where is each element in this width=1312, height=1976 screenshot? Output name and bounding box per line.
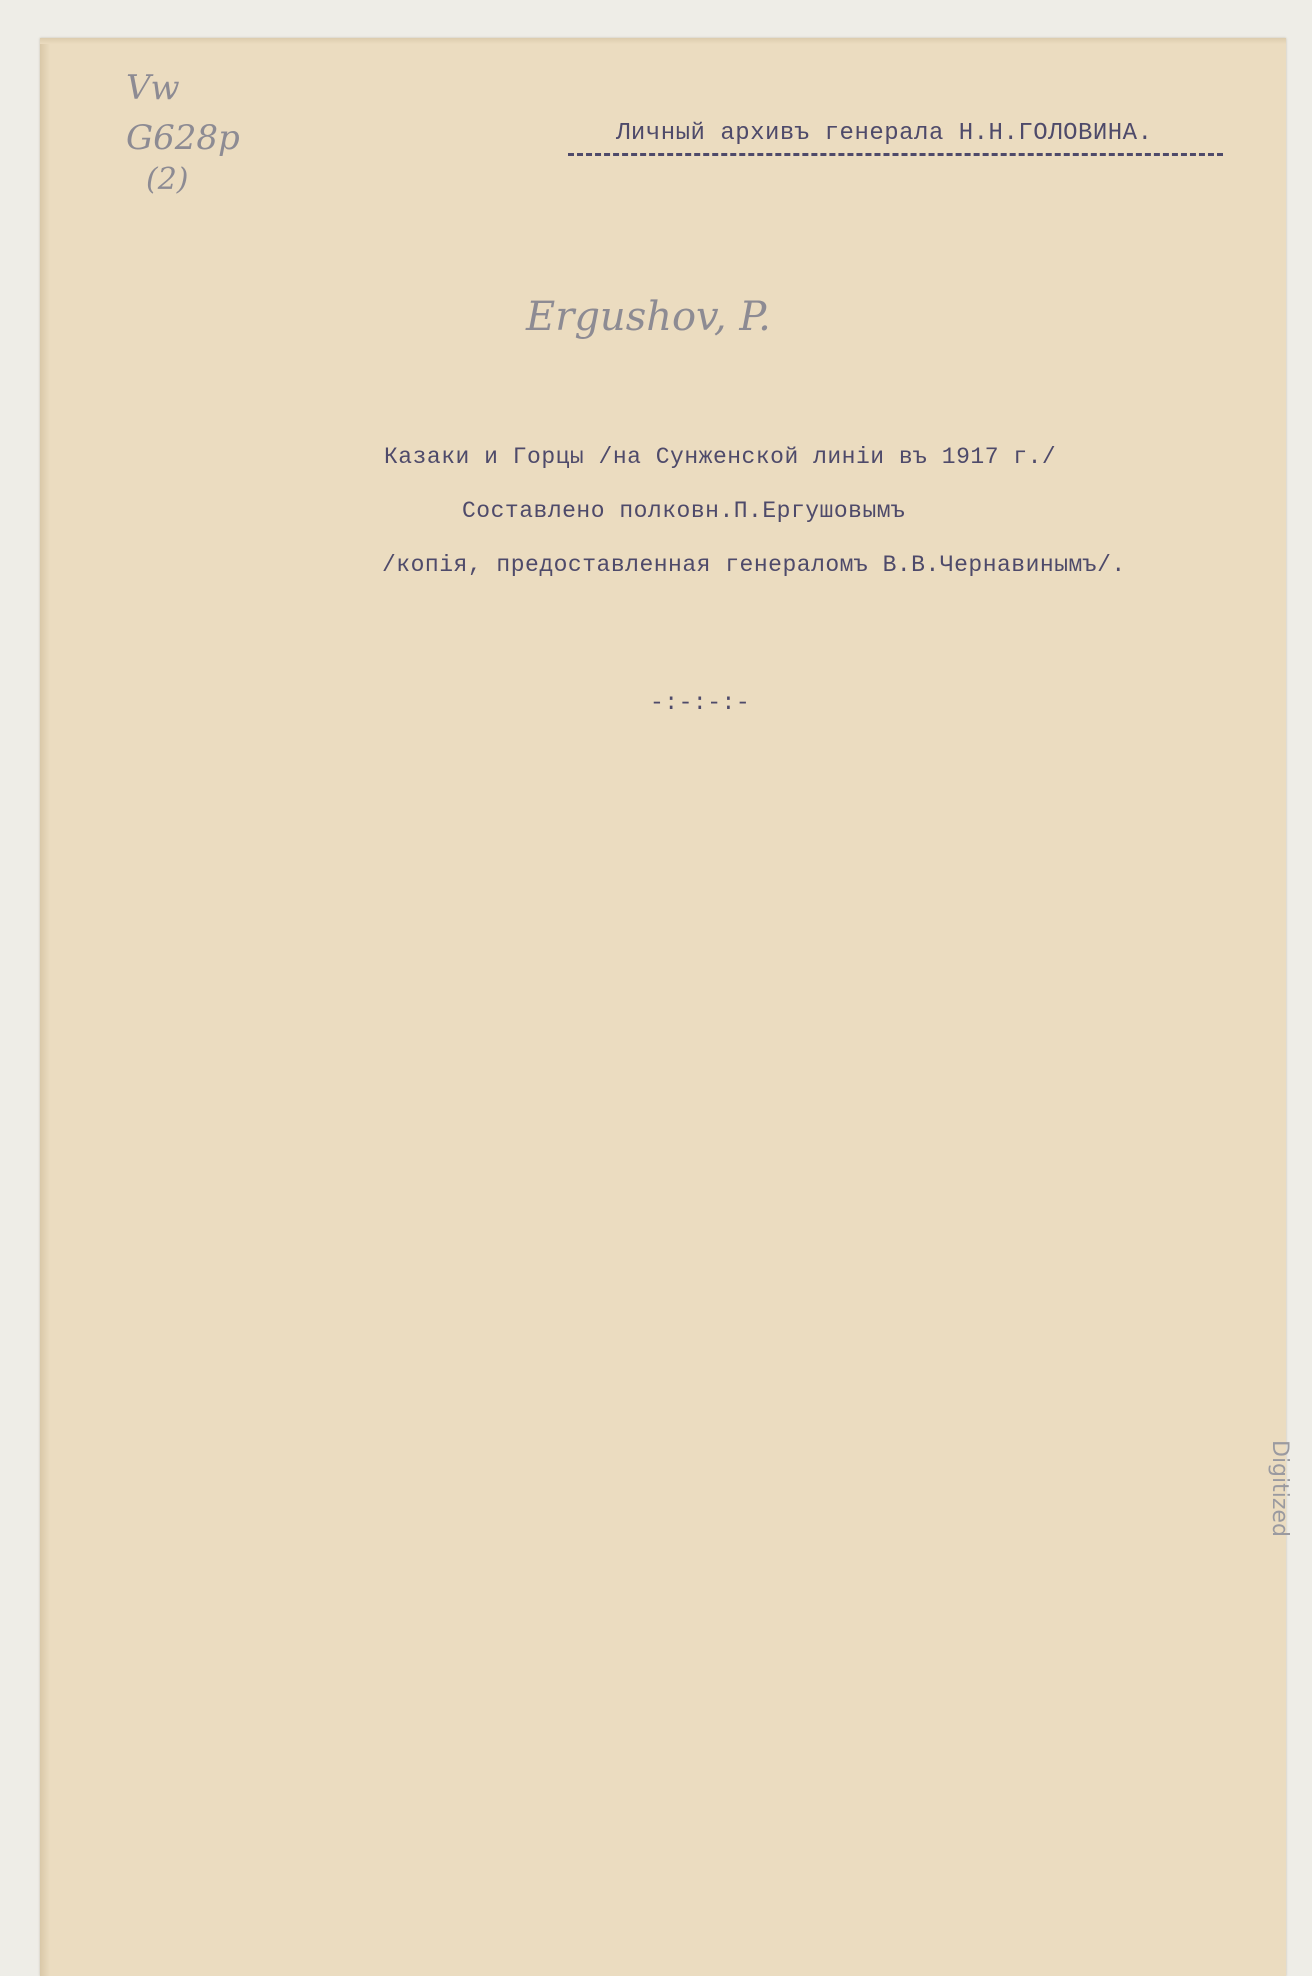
catalog-mark-line1: Vw — [126, 68, 180, 108]
section-separator: -:-:-:- — [650, 690, 751, 716]
catalog-mark-line2: G628p — [126, 118, 240, 158]
author-note-handwritten: Ergushov, P. — [526, 294, 771, 340]
copy-provenance-note: /копiя, предоставленная генераломъ В.В.Чернавинымъ/. — [382, 552, 1126, 578]
digitized-edge-stamp: Digitized — [1267, 1440, 1292, 1537]
document-title: Казаки и Горцы /на Сунженской линiи въ 1917 г./ — [384, 444, 1057, 470]
archive-header: Личный архивъ генерала Н.Н.ГОЛОВИНА. — [616, 120, 1153, 147]
page-top-edge — [40, 38, 1286, 44]
compiled-by-line: Составлено полковн.П.Ергушовымъ — [462, 498, 906, 524]
archive-header-underline — [568, 153, 1223, 160]
page-left-edge — [40, 38, 50, 1976]
catalog-mark-line3: (2) — [146, 162, 189, 197]
